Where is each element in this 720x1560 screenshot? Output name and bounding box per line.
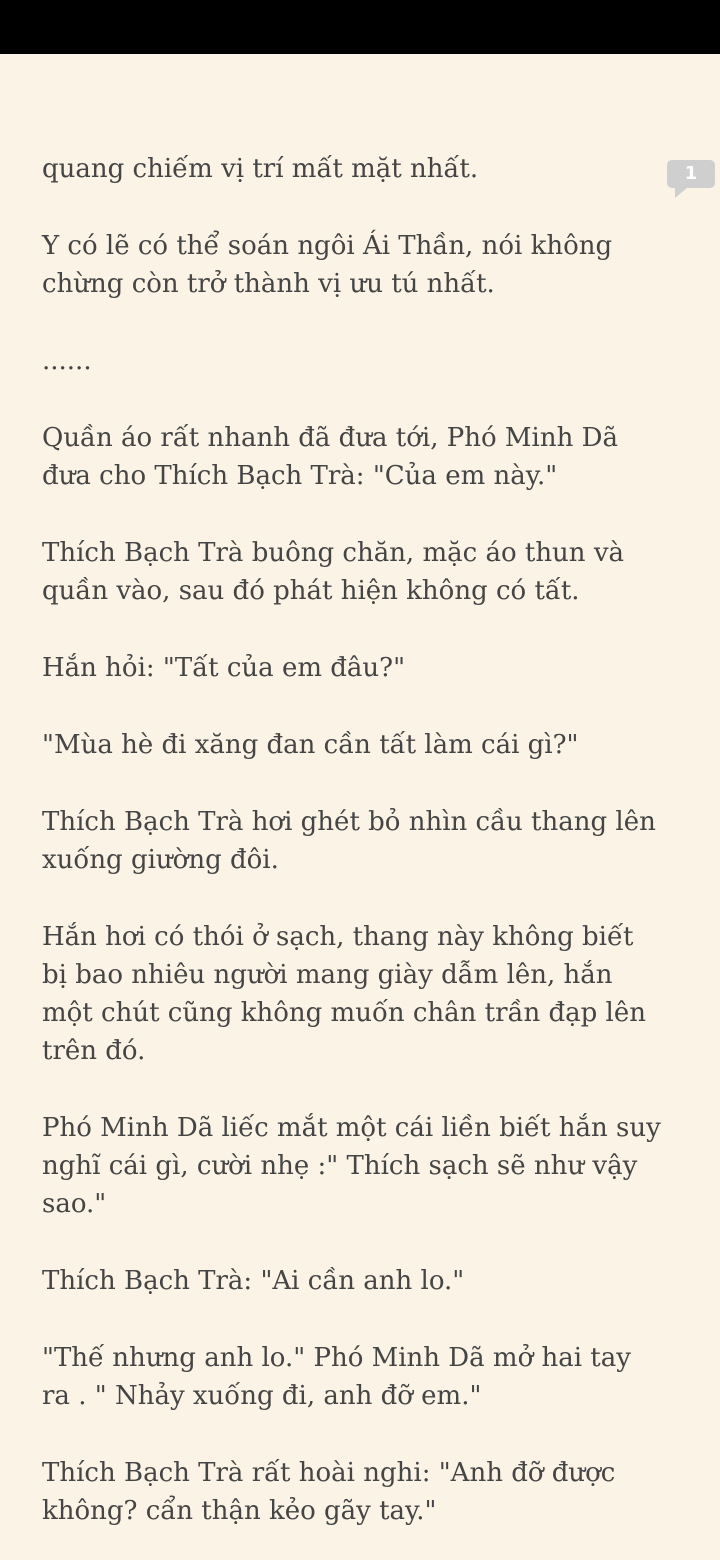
paragraph: Hắn hỏi: "Tất của em đâu?": [42, 653, 406, 683]
paragraph: quang chiếm vị trí mất mặt nhất.: [42, 154, 479, 184]
paragraph: Phó Minh Dã liếc mắt một cái liền biết hắn suy nghĩ cái gì, cười nhẹ :" Thích sạch sẽ như vậy sao.": [42, 1113, 661, 1219]
paragraph: Thích Bạch Trà hơi ghét bỏ nhìn cầu thang lên xuống giường đôi.: [42, 807, 656, 875]
paragraph: "Thế nhưng anh lo." Phó Minh Dã mở hai tay ra . " Nhảy xuống đi, anh đỡ em.": [42, 1343, 631, 1411]
paragraph: Thích Bạch Trà: "Ai cần anh lo.": [42, 1266, 465, 1296]
paragraph: ......: [42, 346, 92, 376]
comment-count-badge[interactable]: [667, 160, 715, 188]
reader-content[interactable]: [42, 150, 666, 1526]
paragraph: "Mùa hè đi xăng đan cần tất làm cái gì?": [42, 730, 579, 760]
paragraph: Y có lẽ có thể soán ngôi Ái Thần, nói không chừng còn trở thành vị ưu tú nhất.: [42, 231, 613, 299]
paragraph: Hắn hơi có thói ở sạch, thang này không biết bị bao nhiêu người mang giày dẫm lên, hắn một chút cũng không muốn chân trần đạp lên trên đó.: [42, 922, 647, 1066]
paragraph: Quần áo rất nhanh đã đưa tới, Phó Minh Dã đưa cho Thích Bạch Trà: "Của em này.": [42, 423, 618, 491]
comment-count: 1: [684, 163, 698, 184]
status-bar: [0, 0, 720, 54]
paragraph: Thích Bạch Trà buông chăn, mặc áo thun và quần vào, sau đó phát hiện không có tất.: [42, 538, 625, 606]
paragraph: Thích Bạch Trà rất hoài nghi: "Anh đỡ được không? cẩn thận kẻo gãy tay.": [42, 1458, 616, 1526]
